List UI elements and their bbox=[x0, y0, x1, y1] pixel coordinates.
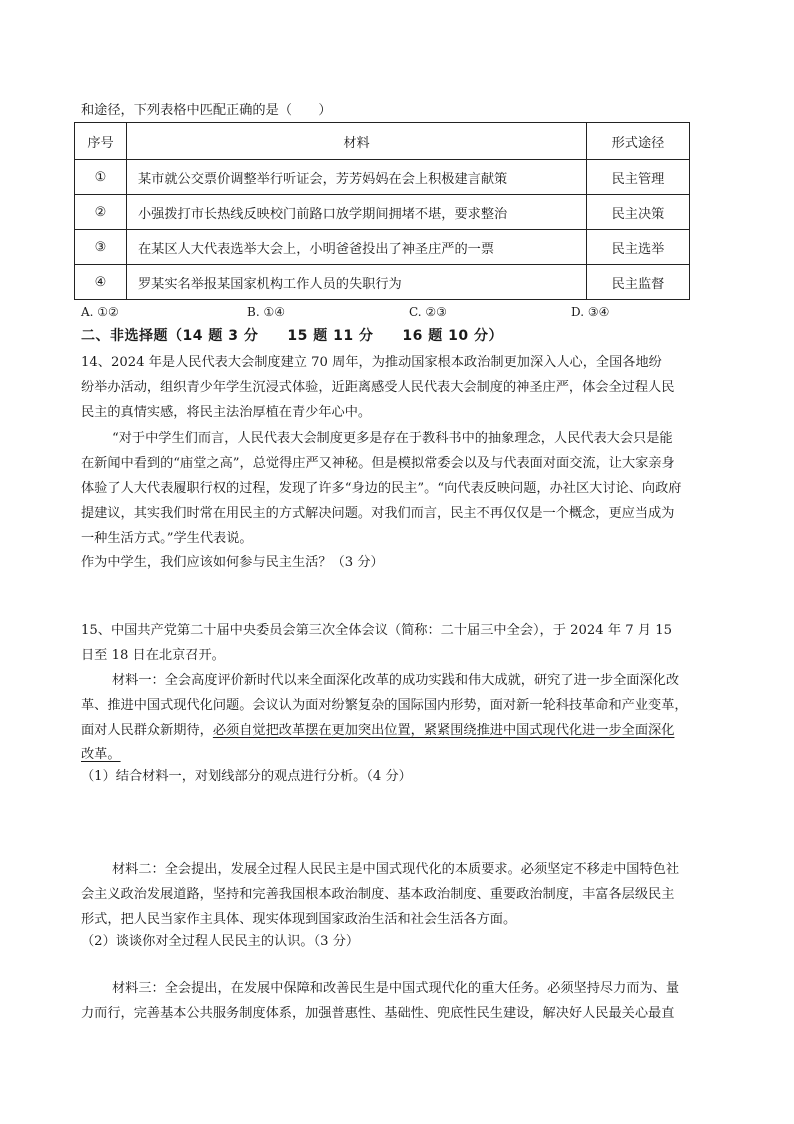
row-material: 罗某实名举报某国家机构工作人员的失职行为 bbox=[127, 265, 587, 300]
q14-line: 纷举办活动，组织青少年学生沉浸式体验，近距离感受人民代表大会制度的神圣庄严，体会全过程人民 bbox=[81, 380, 675, 395]
q15-material1-line bbox=[81, 745, 121, 765]
q15-material2-line: 材料二：全会提出，发展全过程人民民主是中国式现代化的本质要求。必须坚定不移走中国特色社 bbox=[112, 862, 680, 877]
question-stem-continuation: 和途径，下列表格中匹配正确的是（ ） bbox=[81, 103, 332, 118]
matching-table bbox=[74, 122, 690, 300]
row-form: 民主监督 bbox=[587, 265, 690, 300]
section-title: 二、非选择题（14 题 3 分 15 题 11 分 16 题 10 分） bbox=[81, 328, 504, 344]
row-number: ② bbox=[75, 195, 127, 230]
row-material: 小强拨打市长热线反映校门前路口放学期间拥堵不堪，要求整治 bbox=[127, 195, 587, 230]
q15-material3-line: 材料三：全会提出，在发展中保障和改善民生是中国式现代化的重大任务。必须坚持尽力而为、量 bbox=[112, 981, 680, 996]
q15-material1-line: 材料一：全会高度评价新时代以来全面深化改革的成功实践和伟大成就，研究了进一步全面深化改 bbox=[112, 673, 680, 688]
q15-intro-line: 15、中国共产党第二十届中央委员会第三次全体会议（简称：二十届三中全会），于 2024 年 7 月 15 bbox=[81, 623, 672, 638]
header-number: 序号 bbox=[75, 123, 127, 160]
q15-intro-line: 日至 18 日在北京召开。 bbox=[81, 648, 225, 663]
material1-text: 面对人民群众新期待， bbox=[81, 723, 213, 738]
q15-subquestion-1: （1）结合材料一，对划线部分的观点进行分析。（4 分） bbox=[81, 769, 412, 784]
q14-question: 作为中学生，我们应该如何参与民主生活？（3 分） bbox=[81, 555, 384, 570]
table-row bbox=[75, 160, 690, 195]
q14-line: 一种生活方式。”学生代表说。 bbox=[81, 531, 253, 546]
row-number: ③ bbox=[75, 230, 127, 265]
underlined-viewpoint: 改革。 bbox=[81, 747, 121, 762]
table-row bbox=[75, 265, 690, 300]
q14-line: 民主的真情实感，将民主法治厚植在青少年心中。 bbox=[81, 405, 372, 420]
row-material: 在某区人大代表选举大会上，小明爸爸投出了神圣庄严的一票 bbox=[127, 230, 587, 265]
q15-subquestion-2: （2）谈谈你对全过程人民民主的认识。（3 分） bbox=[81, 934, 360, 949]
header-material: 材料 bbox=[127, 123, 587, 160]
q15-material1-line: 革、推进中国式现代化问题。会议认为面对纷繁复杂的国际国内形势，面对新一轮科技革命和产业变革， bbox=[81, 698, 688, 713]
option-a: A. ①② bbox=[81, 305, 119, 319]
q14-line: 在新闻中看到的“庙堂之高”，总觉得庄严又神秘。但是模拟常委会以及与代表面对面交流，让大家亲身 bbox=[81, 456, 675, 471]
row-material: 某市就公交票价调整举行听证会，芳芳妈妈在会上积极建言献策 bbox=[127, 160, 587, 195]
q14-line: 14、2024 年是人民代表大会制度建立 70 周年，为推动国家根本政治制更加深入人心，全国各地纷 bbox=[81, 355, 662, 370]
row-form: 民主选举 bbox=[587, 230, 690, 265]
option-b: B. ①④ bbox=[247, 305, 285, 319]
row-number: ① bbox=[75, 160, 127, 195]
row-form: 民主决策 bbox=[587, 195, 690, 230]
q14-line: “对于中学生们而言，人民代表大会制度更多是存在于教科书中的抽象理念，人民代表大会只是能 bbox=[112, 431, 673, 446]
underlined-viewpoint: 必须自觉把改革摆在更加突出位置，紧紧围绕推进中国式现代化进一步全面深化 bbox=[212, 723, 675, 738]
option-d: D. ③④ bbox=[571, 305, 610, 319]
q14-line: 体验了人大代表履职行权的过程，发现了许多“身边的民主”。“向代表反映问题，办社区大讨论、向政府 bbox=[81, 481, 682, 496]
row-form: 民主管理 bbox=[587, 160, 690, 195]
q15-material3-line: 力而行，完善基本公共服务制度体系，加强普惠性、基础性、兜底性民生建设，解决好人民最关心最直 bbox=[81, 1006, 675, 1021]
header-form: 形式途径 bbox=[587, 123, 690, 160]
table-row bbox=[75, 195, 690, 230]
q15-material2-line: 会主义政治发展道路，坚持和完善我国根本政治制度、基本政治制度、重要政治制度，丰富各层级民主 bbox=[81, 887, 675, 902]
option-c: C. ②③ bbox=[409, 305, 447, 319]
row-number: ④ bbox=[75, 265, 127, 300]
q15-material2-line: 形式，把人民当家作主具体、现实体现到国家政治生活和社会生活各方面。 bbox=[81, 912, 517, 927]
table-row bbox=[75, 230, 690, 265]
q14-line: 提建议，其实我们时常在用民主的方式解决问题。对我们而言，民主不再仅仅是一个概念，更应当成为 bbox=[81, 506, 675, 521]
q15-material1-line bbox=[81, 721, 674, 741]
table-header-row bbox=[75, 123, 690, 160]
